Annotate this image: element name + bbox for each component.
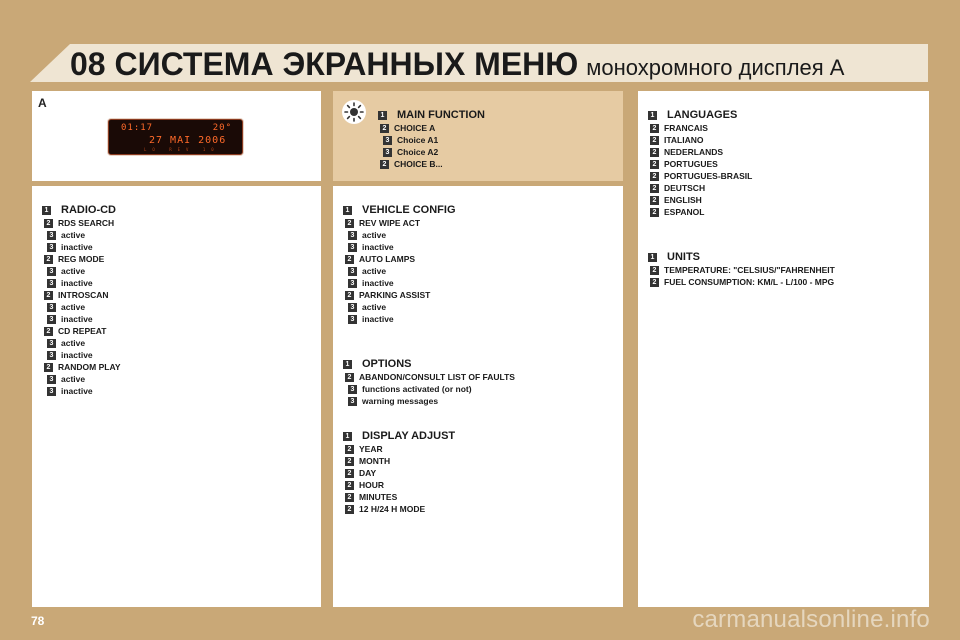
- level-2-badge: 2: [44, 255, 53, 264]
- menu-item-level-3: [348, 265, 456, 277]
- menu-item-label: HOUR: [359, 480, 385, 490]
- level-2-badge: 2: [380, 160, 389, 169]
- level-2-badge: 2: [345, 373, 354, 382]
- menu-item-level-2: [650, 276, 835, 288]
- menu-heading: [378, 108, 485, 122]
- page-title: [70, 46, 844, 86]
- display-footer: LO REV 10: [144, 147, 220, 152]
- level-3-badge: 3: [47, 243, 56, 252]
- level-2-badge: 2: [345, 291, 354, 300]
- menu-item-level-2: [380, 122, 485, 134]
- menu-item-label: inactive: [362, 314, 394, 324]
- menu-item-label: RDS SEARCH: [58, 218, 115, 228]
- main-function-menu: [378, 108, 485, 170]
- menu-item-level-3: [47, 277, 121, 289]
- menu-heading: [343, 429, 455, 443]
- menu-item-label: PORTUGUES: [664, 159, 718, 169]
- level-1-badge: 1: [42, 206, 51, 215]
- level-2-badge: 2: [345, 445, 354, 454]
- menu-item-level-2: [650, 264, 835, 276]
- menu-item-label: active: [61, 338, 86, 348]
- menu-item-level-2: [44, 289, 121, 301]
- menu-item-label: active: [362, 302, 387, 312]
- level-3-badge: 3: [47, 339, 56, 348]
- level-2-badge: 2: [345, 505, 354, 514]
- menu-item-label: ENGLISH: [664, 195, 702, 205]
- level-2-badge: 2: [44, 327, 53, 336]
- level-1-badge: 1: [378, 111, 387, 120]
- menu-item-level-2: [345, 443, 455, 455]
- vehicle-config-menu: [343, 203, 456, 325]
- menu-item-label: RANDOM PLAY: [58, 362, 121, 372]
- level-2-badge: 2: [650, 136, 659, 145]
- menu-item-label: inactive: [362, 242, 394, 252]
- menu-item-level-2: [650, 182, 752, 194]
- menu-item-label: active: [362, 266, 387, 276]
- menu-item-level-2: [345, 503, 455, 515]
- radio-cd-menu: [42, 203, 121, 397]
- menu-item-level-2: [345, 289, 456, 301]
- menu-item-label: TEMPERATURE: "CELSIUS/"FAHRENHEIT: [664, 265, 835, 275]
- menu-item-label: MINUTES: [359, 492, 398, 502]
- level-3-badge: 3: [348, 303, 357, 312]
- menu-item-label: CHOICE B...: [394, 159, 443, 169]
- display-adjust-menu: [343, 429, 455, 515]
- level-3-badge: 3: [47, 303, 56, 312]
- level-2-badge: 2: [650, 124, 659, 133]
- menu-item-level-2: [345, 371, 515, 383]
- menu-item-label: YEAR: [359, 444, 383, 454]
- menu-item-label: DEUTSCH: [664, 183, 706, 193]
- menu-item-label: REV WIPE ACT: [359, 218, 421, 228]
- level-2-badge: 2: [345, 481, 354, 490]
- menu-item-level-2: [345, 491, 455, 503]
- menu-item-level-3: [348, 383, 515, 395]
- menu-item-level-3: [348, 277, 456, 289]
- menu-item-level-3: [348, 241, 456, 253]
- menu-item-level-2: [650, 134, 752, 146]
- level-3-badge: 3: [348, 279, 357, 288]
- menu-item-label: DAY: [359, 468, 377, 478]
- menu-item-label: NEDERLANDS: [664, 147, 724, 157]
- level-2-badge: 2: [345, 469, 354, 478]
- menu-item-level-2: [650, 122, 752, 134]
- display-time: 01:17: [121, 123, 154, 133]
- level-2-badge: 2: [650, 172, 659, 181]
- menu-item-label: MONTH: [359, 456, 391, 466]
- menu-item-label: inactive: [61, 242, 93, 252]
- level-2-badge: 2: [345, 493, 354, 502]
- page-number: 78: [31, 614, 45, 628]
- level-2-badge: 2: [380, 124, 389, 133]
- menu-item-level-3: [348, 301, 456, 313]
- display-date: 27 MAI 2006: [149, 135, 227, 146]
- menu-item-label: inactive: [61, 314, 93, 324]
- level-1-badge: 1: [343, 360, 352, 369]
- menu-item-level-3: [47, 349, 121, 361]
- watermark: carmanualsonline.info: [692, 606, 930, 633]
- menu-item-level-3: [47, 241, 121, 253]
- menu-heading-label: DISPLAY ADJUST: [362, 430, 456, 442]
- level-1-badge: 1: [343, 432, 352, 441]
- level-3-badge: 3: [383, 136, 392, 145]
- level-2-badge: 2: [650, 148, 659, 157]
- menu-item-label: CD REPEAT: [58, 326, 107, 336]
- level-2-badge: 2: [650, 184, 659, 193]
- menu-item-level-2: [345, 479, 455, 491]
- menu-heading: [42, 203, 121, 217]
- level-2-badge: 2: [650, 196, 659, 205]
- level-1-badge: 1: [648, 111, 657, 120]
- menu-item-level-2: [44, 253, 121, 265]
- languages-menu: [648, 108, 752, 218]
- level-3-badge: 3: [383, 148, 392, 157]
- display-temperature: 20°: [212, 123, 232, 133]
- level-3-badge: 3: [47, 351, 56, 360]
- level-3-badge: 3: [47, 279, 56, 288]
- menu-item-level-2: [650, 146, 752, 158]
- menu-item-label: Choice A1: [397, 135, 439, 145]
- sun-icon: [341, 99, 367, 125]
- menu-item-level-2: [345, 253, 456, 265]
- level-2-badge: 2: [44, 291, 53, 300]
- menu-item-level-3: [348, 229, 456, 241]
- level-3-badge: 3: [348, 231, 357, 240]
- level-3-badge: 3: [47, 387, 56, 396]
- menu-item-label: Choice A2: [397, 147, 439, 157]
- menu-heading-label: LANGUAGES: [667, 109, 738, 121]
- menu-heading-label: MAIN FUNCTION: [397, 109, 485, 121]
- menu-item-level-3: [47, 301, 121, 313]
- menu-item-label: active: [61, 230, 86, 240]
- menu-item-label: active: [362, 230, 387, 240]
- menu-item-label: active: [61, 374, 86, 384]
- menu-item-label: inactive: [61, 278, 93, 288]
- menu-heading: [648, 108, 752, 122]
- menu-item-label: ESPANOL: [664, 207, 705, 217]
- menu-heading-label: VEHICLE CONFIG: [362, 204, 456, 216]
- level-3-badge: 3: [348, 315, 357, 324]
- level-2-badge: 2: [650, 266, 659, 275]
- page-title-text: 08 СИСТЕМА ЭКРАННЫХ МЕНЮ: [70, 46, 579, 82]
- menu-item-level-3: [348, 395, 515, 407]
- menu-item-label: PARKING ASSIST: [359, 290, 431, 300]
- menu-item-level-2: [345, 217, 456, 229]
- menu-item-label: warning messages: [362, 396, 439, 406]
- menu-item-label: inactive: [362, 278, 394, 288]
- menu-item-level-3: [47, 229, 121, 241]
- level-2-badge: 2: [44, 219, 53, 228]
- level-2-badge: 2: [345, 255, 354, 264]
- menu-item-level-2: [650, 170, 752, 182]
- menu-item-label: CHOICE A: [394, 123, 436, 133]
- level-3-badge: 3: [47, 267, 56, 276]
- menu-heading-label: UNITS: [667, 251, 700, 263]
- options-menu: [343, 357, 515, 407]
- menu-item-label: active: [61, 266, 86, 276]
- level-2-badge: 2: [44, 363, 53, 372]
- menu-item-level-2: [345, 467, 455, 479]
- menu-item-label: REG MODE: [58, 254, 105, 264]
- display-label: A: [38, 96, 47, 110]
- level-2-badge: 2: [345, 457, 354, 466]
- menu-heading: [343, 203, 456, 217]
- level-3-badge: 3: [348, 385, 357, 394]
- menu-item-label: ABANDON/CONSULT LIST OF FAULTS: [359, 372, 515, 382]
- menu-item-label: FUEL CONSUMPTION: KM/L - L/100 - MPG: [664, 277, 835, 287]
- menu-item-label: INTROSCAN: [58, 290, 109, 300]
- menu-item-label: PORTUGUES-BRASIL: [664, 171, 753, 181]
- menu-item-label: active: [61, 302, 86, 312]
- level-3-badge: 3: [348, 397, 357, 406]
- level-3-badge: 3: [47, 231, 56, 240]
- menu-item-level-2: [345, 455, 455, 467]
- menu-heading: [343, 357, 515, 371]
- menu-item-level-2: [380, 158, 485, 170]
- level-2-badge: 2: [650, 278, 659, 287]
- menu-item-level-2: [650, 206, 752, 218]
- menu-item-level-2: [650, 194, 752, 206]
- monochrome-display: [108, 119, 243, 155]
- level-2-badge: 2: [345, 219, 354, 228]
- level-3-badge: 3: [348, 267, 357, 276]
- menu-item-level-3: [348, 313, 456, 325]
- menu-item-level-3: [47, 265, 121, 277]
- menu-item-level-3: [47, 373, 121, 385]
- level-1-badge: 1: [648, 253, 657, 262]
- menu-item-level-2: [44, 217, 121, 229]
- units-menu: [648, 250, 835, 288]
- menu-item-level-2: [44, 325, 121, 337]
- menu-heading-label: RADIO-CD: [61, 204, 116, 216]
- menu-item-label: inactive: [61, 386, 93, 396]
- menu-item-level-3: [47, 385, 121, 397]
- menu-heading: [648, 250, 835, 264]
- menu-item-level-2: [650, 158, 752, 170]
- menu-item-label: 12 H/24 H MODE: [359, 504, 426, 514]
- level-1-badge: 1: [343, 206, 352, 215]
- menu-item-label: AUTO LAMPS: [359, 254, 416, 264]
- menu-heading-label: OPTIONS: [362, 358, 412, 370]
- level-2-badge: 2: [650, 208, 659, 217]
- menu-item-label: FRANCAIS: [664, 123, 708, 133]
- level-3-badge: 3: [47, 375, 56, 384]
- menu-item-level-3: [47, 337, 121, 349]
- menu-item-label: inactive: [61, 350, 93, 360]
- page-subtitle: монохромного дисплея A: [586, 55, 845, 80]
- level-3-badge: 3: [47, 315, 56, 324]
- menu-item-label: ITALIANO: [664, 135, 704, 145]
- menu-item-level-3: [383, 146, 485, 158]
- menu-item-level-2: [44, 361, 121, 373]
- menu-item-level-3: [47, 313, 121, 325]
- menu-item-label: functions activated (or not): [362, 384, 472, 394]
- level-3-badge: 3: [348, 243, 357, 252]
- level-2-badge: 2: [650, 160, 659, 169]
- menu-item-level-3: [383, 134, 485, 146]
